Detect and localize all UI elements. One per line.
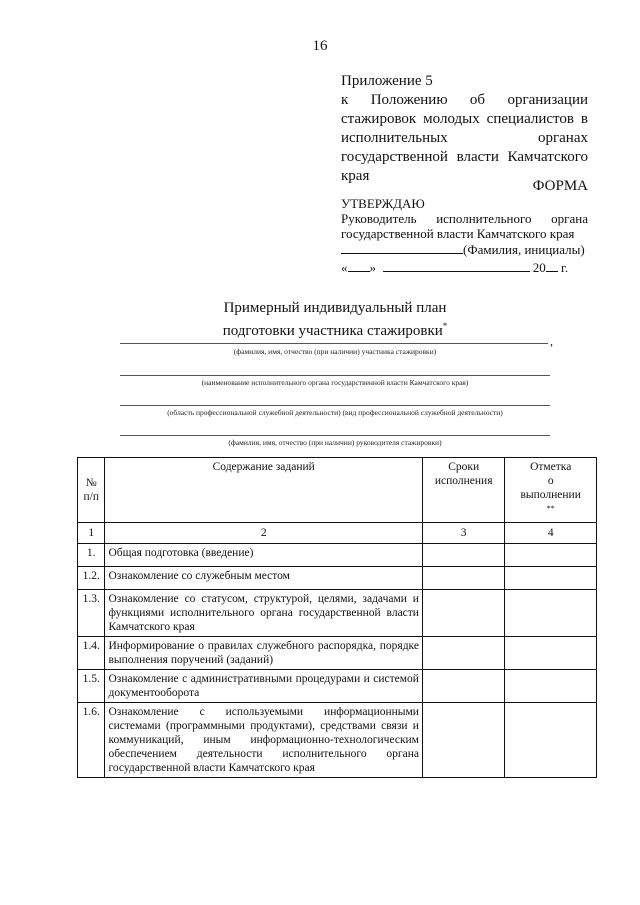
row-content: Информирование о правилах служебного распорядка, порядке выполнения поручений (заданий) — [105, 636, 423, 669]
header-terms: Сроки исполнения — [422, 458, 504, 523]
row-content: Ознакомление с используемыми информационными системами (программными продуктами), средствами связи и коммуникаций, иным информационно-технологическим обеспечением деятельности исполнительного органа государственной власти Камчатского края — [105, 702, 423, 777]
year-prefix: 20 — [532, 260, 546, 275]
trainee-name-caption: (фамилия, имя, отчество (при наличии) участника стажировки) — [233, 347, 437, 356]
date-row — [341, 259, 588, 275]
year-suffix: г. — [561, 260, 569, 275]
table-row — [78, 566, 597, 589]
index-cell: 3 — [422, 522, 504, 543]
appendix-line: к Положению об организации — [341, 92, 588, 108]
row-number: 1.4. — [78, 636, 105, 669]
table-row — [78, 702, 597, 777]
supervisor-line[interactable] — [120, 435, 550, 436]
signature-hint: (Фамилия, инициалы) — [463, 242, 585, 257]
supervisor-caption: (фамилия, имя, отчество (при наличии) руководителя стажировки) — [228, 438, 442, 447]
approval-block — [341, 196, 588, 275]
row-mark-cell[interactable] — [505, 636, 597, 669]
table-header-row — [78, 458, 597, 523]
approval-title: УТВЕРЖДАЮ — [341, 196, 425, 211]
quote-close: » — [369, 260, 376, 275]
row-mark-cell[interactable] — [505, 669, 597, 702]
row-terms-cell[interactable] — [422, 702, 504, 777]
signature-line[interactable] — [341, 241, 463, 254]
index-cell: 4 — [505, 522, 597, 543]
row-mark-cell[interactable] — [505, 543, 597, 566]
row-content: Ознакомление с административными процедурами и системой документооборота — [105, 669, 423, 702]
appendix-line: государственной власти Камчатского — [341, 149, 588, 165]
appendix-line: исполнительных органах — [341, 130, 588, 146]
table-row — [78, 636, 597, 669]
footnote-mark: * — [442, 321, 448, 331]
plan-title — [0, 299, 640, 340]
plan-title-line: подготовки участника стажировки* — [222, 321, 448, 339]
row-terms-cell[interactable] — [422, 636, 504, 669]
row-content: Ознакомление со статусом, структурой, целями, задачами и функциями исполнительного органа государственной власти Камчатского края — [105, 589, 423, 636]
row-number: 1. — [78, 543, 105, 566]
table-row — [78, 669, 597, 702]
header-num: № п/п — [78, 458, 105, 523]
row-number: 1.6. — [78, 702, 105, 777]
year-line[interactable] — [546, 259, 558, 272]
row-mark-cell[interactable] — [505, 566, 597, 589]
organ-line[interactable] — [120, 375, 550, 376]
activity-area-caption: (область профессиональной служебной деятельности) (вид профессиональной служебной деятельности) — [167, 408, 503, 417]
appendix-line: края — [341, 168, 370, 184]
row-terms-cell[interactable] — [422, 543, 504, 566]
comma: , — [550, 334, 553, 348]
plan-title-line: Примерный индивидуальный план — [223, 300, 447, 316]
index-cell: 1 — [78, 522, 105, 543]
appendix-line: стажировок молодых специалистов в — [341, 111, 588, 127]
table-row — [78, 589, 597, 636]
row-mark-cell[interactable] — [505, 702, 597, 777]
form-label: ФОРМА — [532, 178, 588, 194]
month-line[interactable] — [383, 259, 530, 272]
row-content: Общая подготовка (введение) — [105, 543, 423, 566]
header-content: Содержание заданий — [105, 458, 423, 523]
row-number: 1.3. — [78, 589, 105, 636]
tasks-table — [77, 457, 597, 778]
row-number: 1.2. — [78, 566, 105, 589]
page-number: 16 — [312, 38, 328, 54]
quote-open: « — [341, 260, 348, 275]
table-index-row — [78, 522, 597, 543]
row-terms-cell[interactable] — [422, 566, 504, 589]
row-terms-cell[interactable] — [422, 589, 504, 636]
activity-area-line[interactable] — [120, 405, 550, 406]
row-number: 1.5. — [78, 669, 105, 702]
appendix-line: Приложение 5 — [341, 73, 433, 89]
index-cell: 2 — [105, 522, 423, 543]
signature-row — [341, 241, 588, 257]
table-row — [78, 543, 597, 566]
trainee-name-line[interactable] — [120, 343, 548, 344]
row-content: Ознакомление со служебным местом — [105, 566, 423, 589]
organ-caption: (наименование исполнительного органа государственной власти Камчатского края) — [201, 378, 469, 387]
row-terms-cell[interactable] — [422, 669, 504, 702]
approval-line: Руководитель исполнительного органа — [341, 211, 588, 226]
day-line[interactable] — [348, 259, 370, 272]
header-mark: Отметка о выполнении ** — [505, 458, 597, 523]
appendix-header — [341, 72, 588, 186]
row-mark-cell[interactable] — [505, 589, 597, 636]
approval-line: государственной власти Камчатского края — [341, 226, 575, 241]
